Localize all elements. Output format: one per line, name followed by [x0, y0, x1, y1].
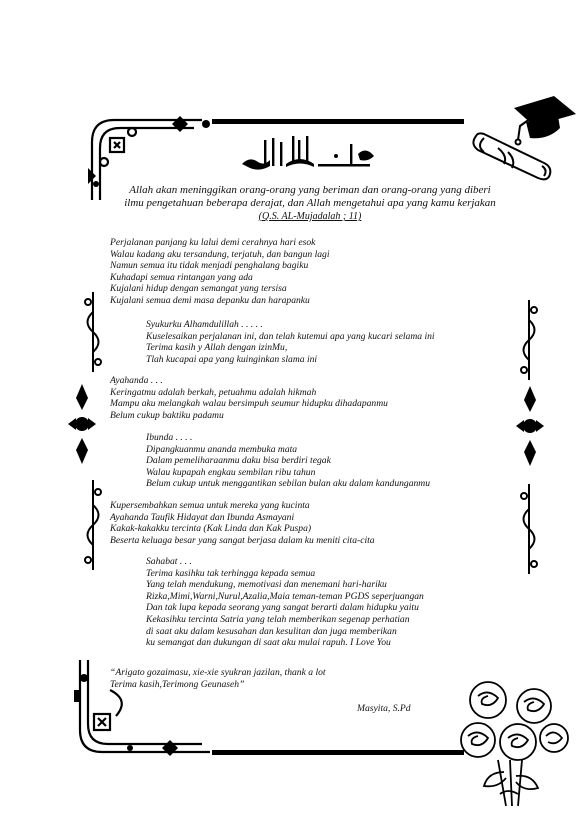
poem-line: “Arigato gozaimasu, xie-xie syukran jazilan, thank a lot [110, 667, 326, 678]
stanza-family [110, 500, 375, 546]
poem-line: Ayahanda . . . [110, 375, 163, 386]
poem-line: Namun semua itu tidak menjadi penghalang bagiku [110, 260, 309, 272]
flourish-right-lower-icon [518, 484, 540, 574]
quote-line-1: Allah akan meninggikan orang-orang yang beriman dan orang-orang yang diberi [129, 184, 491, 196]
flourish-left-lower-icon [82, 480, 104, 570]
flourish-right-middle-icon [512, 386, 548, 466]
poem-line: Terima kasih y Allah dengan izinMu, [146, 342, 288, 354]
poem-line: Yang telah mendukung, memotivasi dan menemani hari-hariku [146, 579, 387, 591]
poem-line: Kakak-kakakku tercinta (Kak Linda dan Kak Puspa) [110, 523, 312, 535]
signature-name: Masyita, S.Pd [357, 703, 411, 714]
quote-reference: (Q.S. AL-Mujadalah ; 11) [258, 211, 362, 222]
stanza-friends [146, 556, 424, 649]
poem-line: Beserta keluaga besar yang sangat berjasa dalam ku meniti cita-cita [110, 534, 375, 546]
poem-line: Walau kadang aku tersandung, terjatuh, dan bangun lagi [110, 248, 330, 260]
flourish-left-upper-icon [82, 292, 104, 372]
poem-line: ku semangat dan dukungan di saat aku mulai rapuh. I Love You [146, 637, 391, 649]
stanza-mother [146, 432, 430, 490]
bismillah-calligraphy [240, 134, 380, 174]
poem-line: Ayahanda Taufik Hidayat dan Ibunda Asmayani [110, 511, 295, 523]
graduation-cap-diploma-icon [468, 96, 576, 188]
top-border-bar [212, 119, 464, 124]
flourish-right-upper-icon [518, 300, 540, 380]
poem-line: Kujalani hidup dengan semangat yang tersisa [110, 283, 287, 295]
poem-line: Ibunda . . . . [146, 432, 193, 443]
poem-line: Syukurku Alhamdulillah . . . . . [146, 319, 263, 330]
poem-line: Kupersembahkan semua untuk mereka yang kucinta [110, 500, 310, 511]
poem-line: Rizka,Mimi,Warni,Nurul,Azalia,Maia teman-teman PGDS seperjuangan [146, 590, 424, 602]
poem-line: Belum cukup baktiku padamu [110, 409, 224, 421]
stanza-father [110, 375, 388, 421]
poem-line: Keringatmu adalah berkah, petuahmu adalah hikmah [110, 386, 317, 398]
poem-line: Kuhadapi semua rintangan yang ada [110, 271, 253, 283]
flourish-left-middle-icon [64, 384, 100, 464]
poem-line: Sahabat . . . [146, 556, 192, 567]
poem-line: Kekasihku tercinta Satria yang telah memberikan segenap perhatian [146, 613, 410, 625]
poem-line: Dalam pemeliharaanmu daku bisa berdiri tegak [146, 455, 331, 467]
quran-quote [100, 184, 520, 223]
bottom-border-bar [212, 750, 464, 755]
rose-bouquet-icon [448, 676, 576, 810]
poem-line: di saat aku dalam kesusahan dan kesulitan dan juga memberikan [146, 625, 397, 637]
poem-line: Terima kasih,Terimong Geunaseh” [110, 678, 245, 690]
quote-line-2: ilmu pengetahuan beberapa derajat, dan Allah mengetahui apa yang kamu kerjakan [124, 197, 496, 209]
poem-line: Kujalani semua demi masa depanku dan harapanku [110, 294, 310, 306]
poem-line: Dan tak lupa kepada seorang yang sangat berarti dalam hidupku yaitu [146, 602, 419, 614]
stanza-journey [110, 237, 330, 307]
poem-line: Tlah kucapai apa yang kuinginkan slama ini [146, 353, 318, 365]
poem-line: Perjalanan panjang ku lalui demi cerahnya hari esok [110, 237, 316, 248]
stanza-thanks [110, 667, 326, 690]
poem-line: Terima kasihku tak terhingga kepada semua [146, 567, 316, 579]
poem-line: Dipangkuanmu ananda membuka mata [146, 443, 298, 455]
stanza-gratitude [146, 319, 435, 365]
poem-line: Kuselesaikan perjalanan ini, dan telah kutemui apa yang kucari selama ini [146, 330, 435, 342]
poem-line: Belum cukup untuk menggantikan sebilan bulan aku dalam kandunganmu [146, 478, 431, 490]
poem-line: Walau kupapah engkau sembilan ribu tahun [146, 466, 316, 478]
poem-line: Mampu aku melangkah walau bersimpuh seumur hidupku dihadapanmu [110, 398, 388, 410]
